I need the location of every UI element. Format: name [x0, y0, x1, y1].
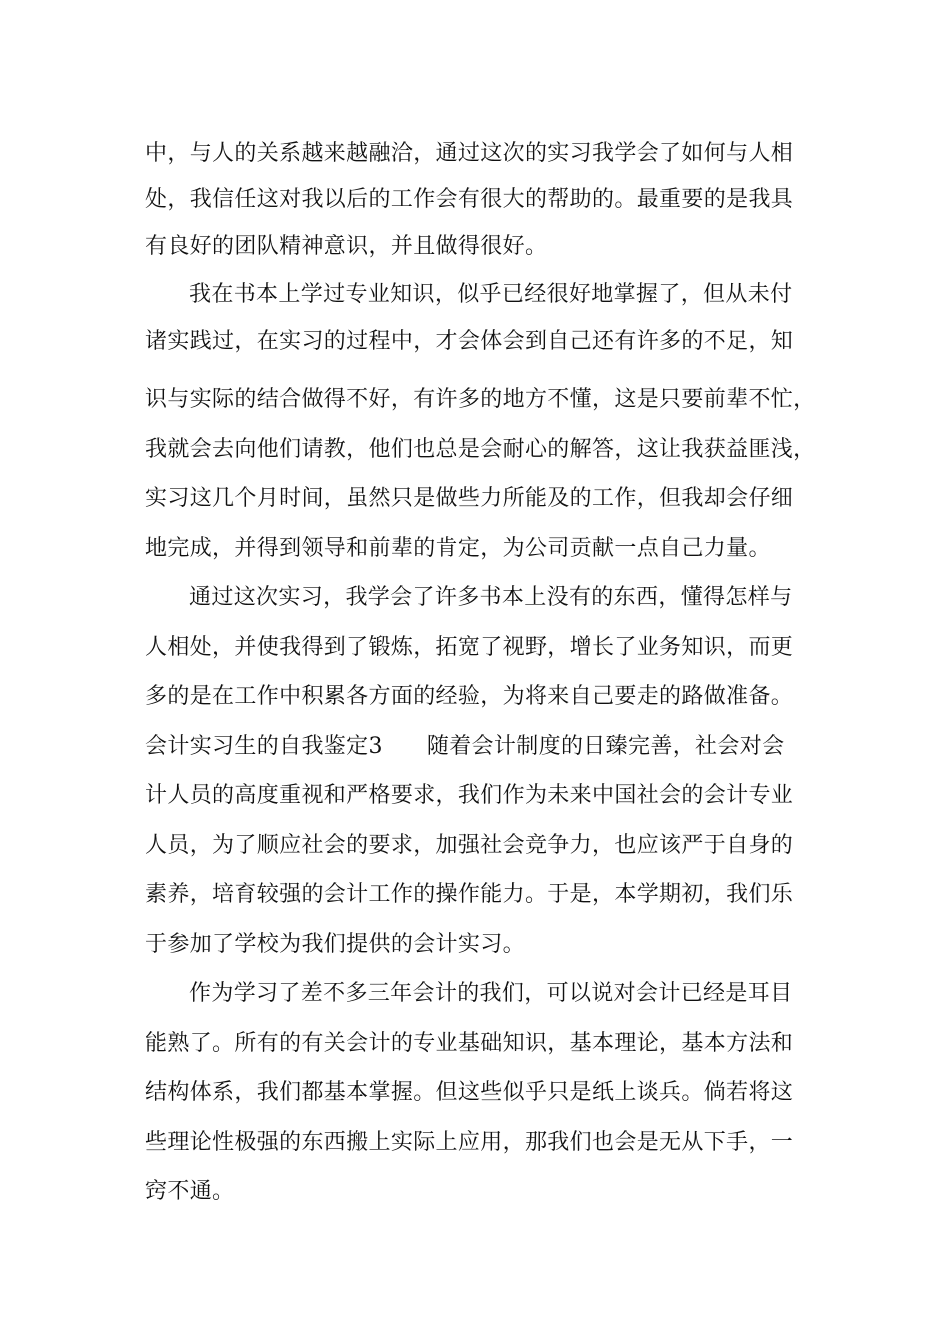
text-line: 人相处，并使我得到了锻炼，拓宽了视野，增长了业务知识，而更 — [145, 635, 794, 660]
text-line: 多的是在工作中积累各方面的经验，为将来自己要走的路做准备。 — [145, 684, 794, 709]
text-line: 计人员的高度重视和严格要求，我们作为未来中国社会的会计专业 — [145, 783, 794, 808]
text-line: 我在书本上学过专业知识，似乎已经很好地掌握了，但从未付 — [189, 282, 793, 307]
section-title: 会计实习生的自我鉴定3 — [145, 734, 383, 759]
text-line: 识与实际的结合做得不好，有许多的地方不懂，这是只要前辈不忙， — [145, 387, 816, 412]
text-line: 窍不通。 — [145, 1179, 235, 1204]
text-line: 有良好的团队精神意识，并且做得很好。 — [145, 234, 548, 259]
text-line: 通过这次实习，我学会了许多书本上没有的东西，懂得怎样与 — [189, 585, 793, 610]
text-line: 些理论性极强的东西搬上实际上应用，那我们也会是无从下手，一 — [145, 1130, 794, 1155]
text-line: 地完成，并得到领导和前辈的肯定，为公司贡献一点自己力量。 — [145, 536, 771, 561]
text-line: 素养，培育较强的会计工作的操作能力。于是，本学期初，我们乐 — [145, 882, 794, 907]
text-line: 结构体系，我们都基本掌握。但这些似乎只是纸上谈兵。倘若将这 — [145, 1080, 794, 1105]
text-line: 我就会去向他们请教，他们也总是会耐心的解答，这让我获益匪浅， — [145, 437, 816, 462]
text-line: 中，与人的关系越来越融洽，通过这次的实习我学会了如何与人相 — [145, 141, 794, 166]
text-line: 处，我信任这对我以后的工作会有很大的帮助的。最重要的是我具 — [145, 187, 794, 212]
text-line: 实习这几个月时间，虽然只是做些力所能及的工作，但我却会仔细 — [145, 486, 794, 511]
text-line: 于参加了学校为我们提供的会计实习。 — [145, 932, 525, 957]
text-line: 诸实践过，在实习的过程中，才会体会到自己还有许多的不足，知 — [145, 329, 794, 354]
text-line: 随着会计制度的日臻完善，社会对会 — [426, 734, 785, 759]
section-line — [145, 731, 825, 763]
text-line: 作为学习了差不多三年会计的我们，可以说对会计已经是耳目 — [189, 981, 793, 1006]
text-line: 人员，为了顺应社会的要求，加强社会竞争力，也应该严于自身的 — [145, 833, 794, 858]
text-line: 能熟了。所有的有关会计的专业基础知识，基本理论，基本方法和 — [145, 1031, 794, 1056]
